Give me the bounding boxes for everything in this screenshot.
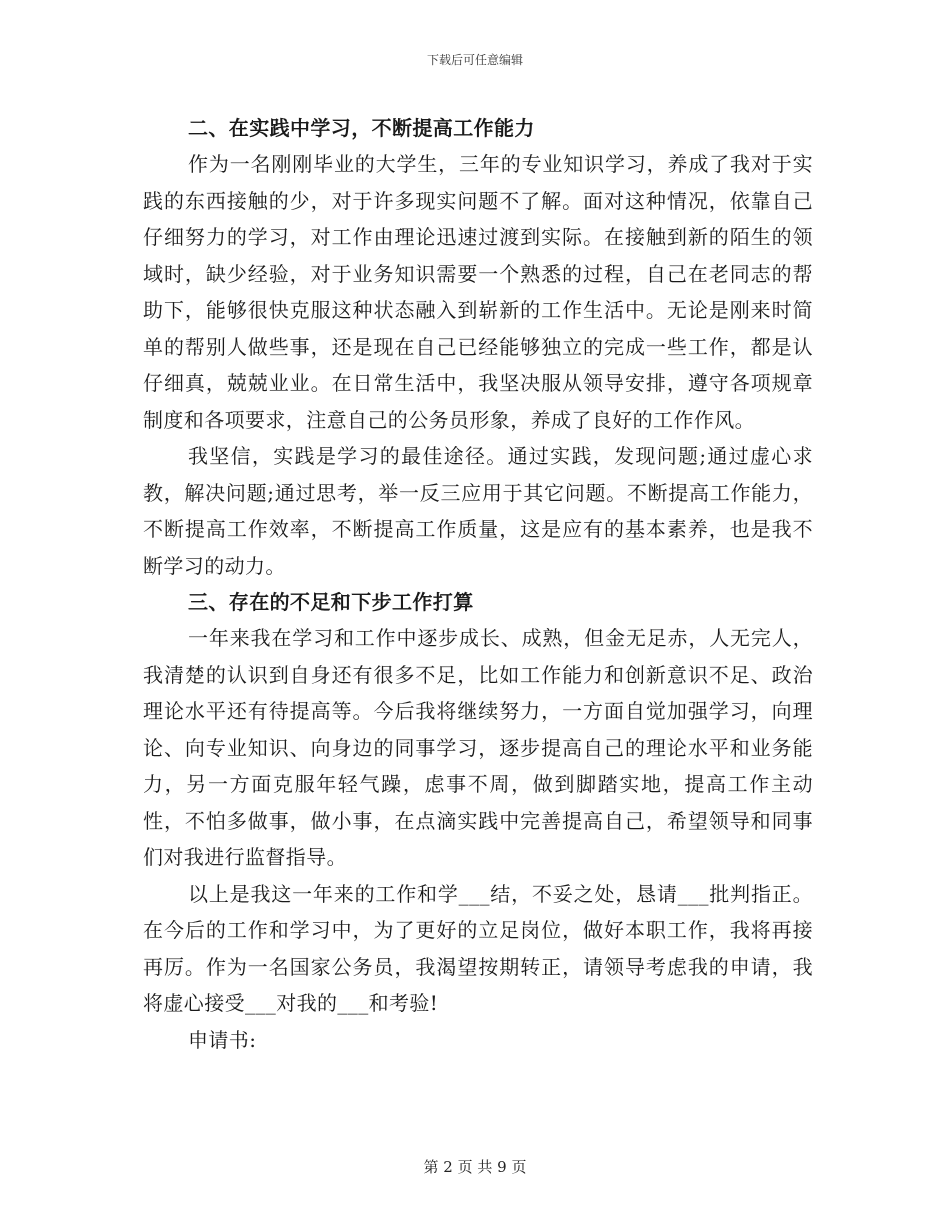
section-2-heading: 二、在实践中学习，不断提高工作能力 (188, 116, 535, 140)
section-2-paragraph-1: 作为一名刚刚毕业的大学生，三年的专业知识学习，养成了我对于实践的东西接触的少，对于许多现实问题不了解。面对这种情况，依靠自己仔细努力的学习，对工作由理论迅速过渡到实际。在接触到新的陌生的领域时，缺少经验，对于业务知识需要一个熟悉的过程，自己在老同志的帮助下，能够很快克服这种状态融入到崭新的工作生活中。无论是刚来时简单的帮别人做些事，还是现在自己已经能够独立的完成一些工作，都是认仔细真，兢兢业业。在日常生活中，我坚决服从领导安排，遵守各项规章制度和各项要求，注意自己的公务员形象，养成了良好的工作作风。 (143, 152, 813, 432)
page-number-footer: 第 2 页 共 9 页 (423, 1158, 527, 1176)
section-3-paragraph-1: 一年来我在学习和工作中逐步成长、成熟，但金无足赤，人无完人，我清楚的认识到自身还有很多不足，比如工作能力和创新意识不足、政治理论水平还有待提高等。今后我将继续努力，一方面自觉加强学习，向理论、向专业知识、向身边的同事学习，逐步提高自己的理论水平和业务能力，另一方面克服年轻气躁，虑事不周，做到脚踏实地，提高工作主动性，不怕多做事，做小事，在点滴实践中完善提高自己，希望领导和同事们对我进行监督指导。 (143, 626, 813, 869)
section-2-paragraph-2: 我坚信，实践是学习的最佳途径。通过实践，发现问题;通过虚心求教，解决问题;通过思考，举一反三应用于其它问题。不断提高工作能力，不断提高工作效率，不断提高工作质量，这是应有的基本素养，也是我不断学习的动力。 (143, 444, 813, 578)
section-3-heading: 三、存在的不足和下步工作打算 (188, 590, 474, 614)
section-3-paragraph-2: 以上是我这一年来的工作和学___结，不妥之处，恳请___批判指正。在今后的工作和学习中，为了更好的立足岗位，做好本职工作，我将再接再厉。作为一名国家公务员，我渴望按期转正，请领导考虑我的申请，我将虚心接受___对我的___和考验! (143, 881, 813, 1015)
closing-label: 申请书: (188, 1027, 257, 1052)
page-header-note: 下载后可任意编辑 (426, 53, 523, 67)
document-body (143, 110, 813, 1058)
